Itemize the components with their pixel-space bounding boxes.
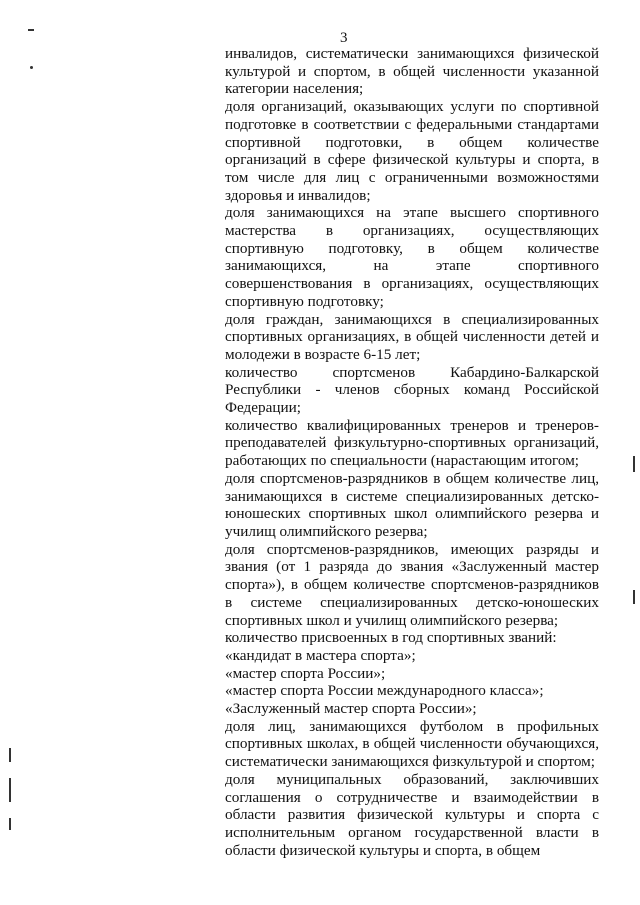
scan-mark (28, 29, 34, 31)
scan-mark (9, 778, 11, 802)
paragraph: количество спортсменов Кабардино-Балкарской Республики - членов сборных команд Российской Федерации; (225, 363, 599, 417)
paragraph: «кандидат в мастера спорта»; (225, 646, 416, 664)
paragraph: доля организаций, оказывающих услуги по спортивной подготовке в соответствии с федеральными стандартами спортивной подготовки, в общем количестве организаций в сфере физической культуры и спорта, в том числе для лиц с ограниченными возможностями здоровья и инвалидов; (225, 98, 599, 204)
scan-mark (9, 818, 11, 830)
scan-mark (9, 748, 11, 762)
paragraph: «мастер спорта России»; (225, 664, 386, 682)
paragraph: доля муниципальных образований, заключивших соглашения о сотрудничестве и взаимодействии в области развития физической культуры и спорта с исполнительным органом государственной власти в области физической культуры и спорта, в общем (225, 770, 599, 859)
paragraph: доля спортсменов-разрядников в общем количестве лиц, занимающихся в системе специализированных детско-юношеских спортивных школ олимпийского резерва и училищ олимпийского резерва; (225, 469, 599, 540)
paragraph: доля лиц, занимающихся футболом в профильных спортивных школах, в общей численности обучающихся, систематически занимающихся физкультурой и спортом; (225, 717, 599, 771)
paragraph: количество квалифицированных тренеров и тренеров-преподавателей физкультурно-спортивных организаций, работающих по специальности (нарастающим итогом; (225, 416, 599, 470)
document-body (225, 45, 599, 859)
paragraph: количество присвоенных в год спортивных званий: (225, 629, 557, 647)
paragraph: доля занимающихся на этапе высшего спортивного мастерства в организациях, осуществляющих спортивную подготовку, в общем количестве занимающихся, на этапе спортивного совершенствования в организациях, осуществляющих спортивную подготовку; (225, 204, 599, 310)
page-number: 3 (340, 30, 348, 46)
scan-mark (30, 66, 33, 69)
paragraph: «Заслуженный мастер спорта России»; (225, 700, 477, 718)
paragraph: доля спортсменов-разрядников, имеющих разряды и звания (от 1 разряда до звания «Заслуженный мастер спорта»), в общем количестве спортсменов-разрядников в системе специализированных детско-юношеских спортивных школ и училищ олимпийского резерва; (225, 540, 599, 629)
paragraph: доля граждан, занимающихся в специализированных спортивных организациях, в общей численности детей и молодежи в возрасте 6-15 лет; (225, 310, 599, 363)
paragraph: инвалидов, систематически занимающихся физической культурой и спортом, в общей численности указанной категории населения; (225, 45, 599, 98)
paragraph: «мастер спорта России международного класса»; (225, 682, 544, 700)
scan-mark (633, 456, 635, 472)
scan-mark (633, 590, 635, 604)
